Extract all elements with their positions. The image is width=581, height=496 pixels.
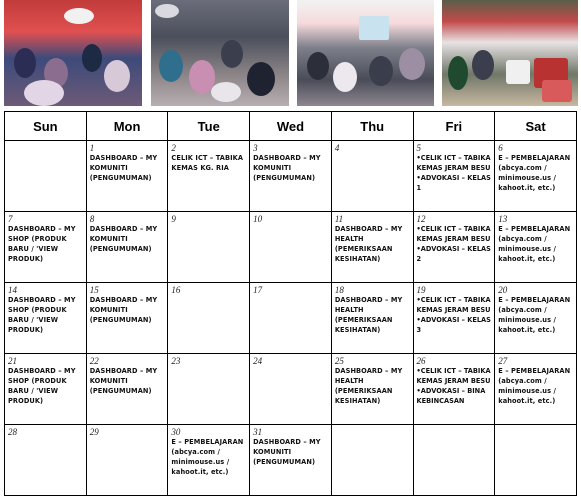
activity-calendar (4, 111, 577, 496)
day-cell (86, 425, 168, 496)
weekday-header: Thu (331, 112, 413, 141)
day-number: 23 (171, 356, 181, 366)
day-number: 18 (334, 285, 344, 295)
day-number: 27 (498, 356, 508, 366)
day-number: 31 (253, 427, 263, 437)
day-number: 29 (89, 427, 99, 437)
event-text: (abcya.com / (498, 306, 547, 314)
day-cell (5, 283, 87, 354)
event-text: (PENGUMUMAN) (253, 174, 316, 182)
day-number: 20 (498, 285, 508, 295)
day-cell (168, 212, 250, 283)
event-bullet: • ADVOKASI – KELAS 3 (417, 315, 492, 335)
event-text: kahoot.it, etc.) (171, 468, 229, 476)
event-text: kahoot.it, etc.) (498, 184, 556, 192)
day-number: 2 (171, 143, 176, 153)
event-text: kahoot.it, etc.) (498, 326, 556, 334)
day-number: 14 (8, 285, 17, 295)
day-number: 30 (171, 427, 181, 437)
event-text: DASHBOARD – MY (8, 225, 76, 233)
day-cell (5, 212, 87, 283)
event-text: (PENGUMUMAN) (89, 174, 152, 182)
event-text: PRODUK) (8, 326, 44, 334)
event-text: DASHBOARD – MY (8, 367, 76, 375)
event-text: KOMUNITI (253, 448, 292, 456)
day-number: 9 (171, 214, 176, 224)
event-text: DASHBOARD – MY (334, 367, 403, 375)
day-cell (250, 354, 332, 425)
event-text: minimouse.us / (171, 458, 230, 466)
day-number: 4 (334, 143, 340, 153)
day-cell (168, 354, 250, 425)
weekday-header: Mon (86, 112, 168, 141)
day-cell (250, 212, 332, 283)
event-text: DASHBOARD – MY (334, 296, 403, 304)
week-row (5, 283, 577, 354)
event-text: KOMUNITI (89, 306, 128, 314)
day-cell (5, 354, 87, 425)
day-number: 3 (253, 143, 258, 153)
day-cell (495, 283, 577, 354)
event-bullet: • ADVOKASI – BINA KEBINCASAN (417, 386, 492, 406)
day-number: 17 (253, 285, 263, 295)
event-text: SHOP (PRODUK (8, 306, 67, 314)
day-cell (250, 141, 332, 212)
day-cell (86, 283, 168, 354)
event-text: KESIHATAN) (334, 397, 381, 405)
day-cell (495, 141, 577, 212)
day-cell (413, 212, 495, 283)
day-number: 8 (89, 214, 95, 224)
event-text: DASHBOARD – MY (89, 367, 158, 375)
event-bullet: • CELIK ICT – TABIKA KEMAS JERAM BESU (417, 153, 492, 173)
event-text: HEALTH (334, 377, 364, 385)
event-photo-3 (297, 0, 434, 106)
event-text: SHOP (PRODUK (8, 235, 67, 243)
event-bullet: • ADVOKASI – KELAS 1 (417, 173, 492, 193)
event-bullet: • CELIK ICT – TABIKA KEMAS JERAM BESU (417, 224, 492, 244)
event-text: KOMUNITI (89, 164, 128, 172)
event-text: CELIK ICT – TABIKA (171, 154, 244, 162)
event-text: HEALTH (334, 306, 364, 314)
day-number: 7 (8, 214, 13, 224)
day-cell (413, 141, 495, 212)
event-text: DASHBOARD – MY (89, 154, 158, 162)
day-number: 15 (89, 285, 99, 295)
event-text: E – PEMBELAJARAN (498, 154, 571, 162)
event-text: KEMAS KG. RIA (171, 164, 229, 172)
event-text: (abcya.com / (498, 235, 547, 243)
day-number: 26 (416, 356, 426, 366)
event-text: BARU / 'VIEW (8, 387, 59, 395)
day-cell (168, 425, 250, 496)
day-number: 19 (416, 285, 426, 295)
event-photo-1 (4, 0, 142, 106)
day-cell (250, 425, 332, 496)
day-cell (5, 141, 87, 212)
day-number: 1 (89, 143, 95, 153)
event-text: KESIHATAN) (334, 255, 381, 263)
event-text: (PENGUMUMAN) (89, 387, 152, 395)
day-cell (495, 212, 577, 283)
week-row (5, 354, 577, 425)
day-cell (86, 141, 168, 212)
event-text: E – PEMBELAJARAN (498, 367, 571, 375)
day-number: 6 (498, 143, 503, 153)
week-row (5, 141, 577, 212)
event-text: DASHBOARD – MY (89, 296, 158, 304)
day-number: 11 (334, 214, 344, 224)
event-text: E – PEMBELAJARAN (498, 296, 571, 304)
day-cell (413, 283, 495, 354)
event-text: kahoot.it, etc.) (498, 397, 556, 405)
event-text: minimouse.us / (498, 316, 557, 324)
day-cell (331, 283, 413, 354)
event-text: KOMUNITI (89, 377, 128, 385)
day-cell (331, 425, 413, 496)
day-number: 10 (253, 214, 263, 224)
event-text: DASHBOARD – MY (89, 225, 158, 233)
day-cell (250, 283, 332, 354)
event-text: DASHBOARD – MY (253, 438, 321, 446)
calendar-body (5, 141, 577, 496)
event-text: (PEMERIKSAAN (334, 387, 393, 395)
event-photo-4 (442, 0, 578, 106)
event-text: KOMUNITI (89, 235, 128, 243)
event-text: (PENGUMUMAN) (253, 458, 316, 466)
day-number: 16 (171, 285, 181, 295)
day-cell (495, 425, 577, 496)
day-number: 13 (498, 214, 508, 224)
day-number: 28 (8, 427, 17, 437)
event-text: DASHBOARD – MY (334, 225, 403, 233)
weekday-header: Sun (5, 112, 87, 141)
event-text: KOMUNITI (253, 164, 292, 172)
day-number: 24 (253, 356, 263, 366)
weekday-header: Fri (413, 112, 495, 141)
photo-strip (0, 0, 581, 108)
event-text: kahoot.it, etc.) (498, 255, 556, 263)
day-cell (168, 141, 250, 212)
week-row (5, 212, 577, 283)
event-bullet: • ADVOKASI – KELAS 2 (417, 244, 492, 264)
event-text: SHOP (PRODUK (8, 377, 67, 385)
day-cell (86, 354, 168, 425)
event-text: (PEMERIKSAAN (334, 316, 393, 324)
event-text: (PEMERIKSAAN (334, 245, 393, 253)
event-text: DASHBOARD – MY (8, 296, 76, 304)
weekday-header: Tue (168, 112, 250, 141)
day-cell (495, 354, 577, 425)
event-text: (PENGUMUMAN) (89, 316, 152, 324)
day-number: 22 (89, 356, 99, 366)
day-number: 25 (334, 356, 344, 366)
event-text: HEALTH (334, 235, 364, 243)
day-cell (5, 425, 87, 496)
event-text: (abcya.com / (498, 377, 547, 385)
day-cell (331, 212, 413, 283)
event-text: minimouse.us / (498, 245, 557, 253)
day-number: 21 (8, 356, 17, 366)
event-bullet: • CELIK ICT – TABIKA KEMAS JERAM BESU (417, 366, 492, 386)
day-number: 12 (416, 214, 426, 224)
event-text: minimouse.us / (498, 174, 557, 182)
day-cell (413, 354, 495, 425)
week-row (5, 425, 577, 496)
event-bullet: • CELIK ICT – TABIKA KEMAS JERAM BESU (417, 295, 492, 315)
weekday-header: Sat (495, 112, 577, 141)
event-text: BARU / 'VIEW (8, 245, 59, 253)
day-cell (331, 354, 413, 425)
event-text: PRODUK) (8, 397, 44, 405)
event-photo-2 (151, 0, 289, 106)
day-cell (86, 212, 168, 283)
day-number: 5 (416, 143, 422, 153)
event-text: DASHBOARD – MY (253, 154, 321, 162)
event-text: BARU / 'VIEW (8, 316, 59, 324)
weekday-header-row (5, 112, 577, 141)
event-text: KESIHATAN) (334, 326, 381, 334)
day-cell (331, 141, 413, 212)
event-text: E – PEMBELAJARAN (171, 438, 244, 446)
day-cell (413, 425, 495, 496)
event-text: (abcya.com / (171, 448, 220, 456)
event-text: E – PEMBELAJARAN (498, 225, 571, 233)
day-cell (168, 283, 250, 354)
event-text: minimouse.us / (498, 387, 557, 395)
event-text: PRODUK) (8, 255, 44, 263)
weekday-header: Wed (250, 112, 332, 141)
event-text: (PENGUMUMAN) (89, 245, 152, 253)
event-text: (abcya.com / (498, 164, 547, 172)
